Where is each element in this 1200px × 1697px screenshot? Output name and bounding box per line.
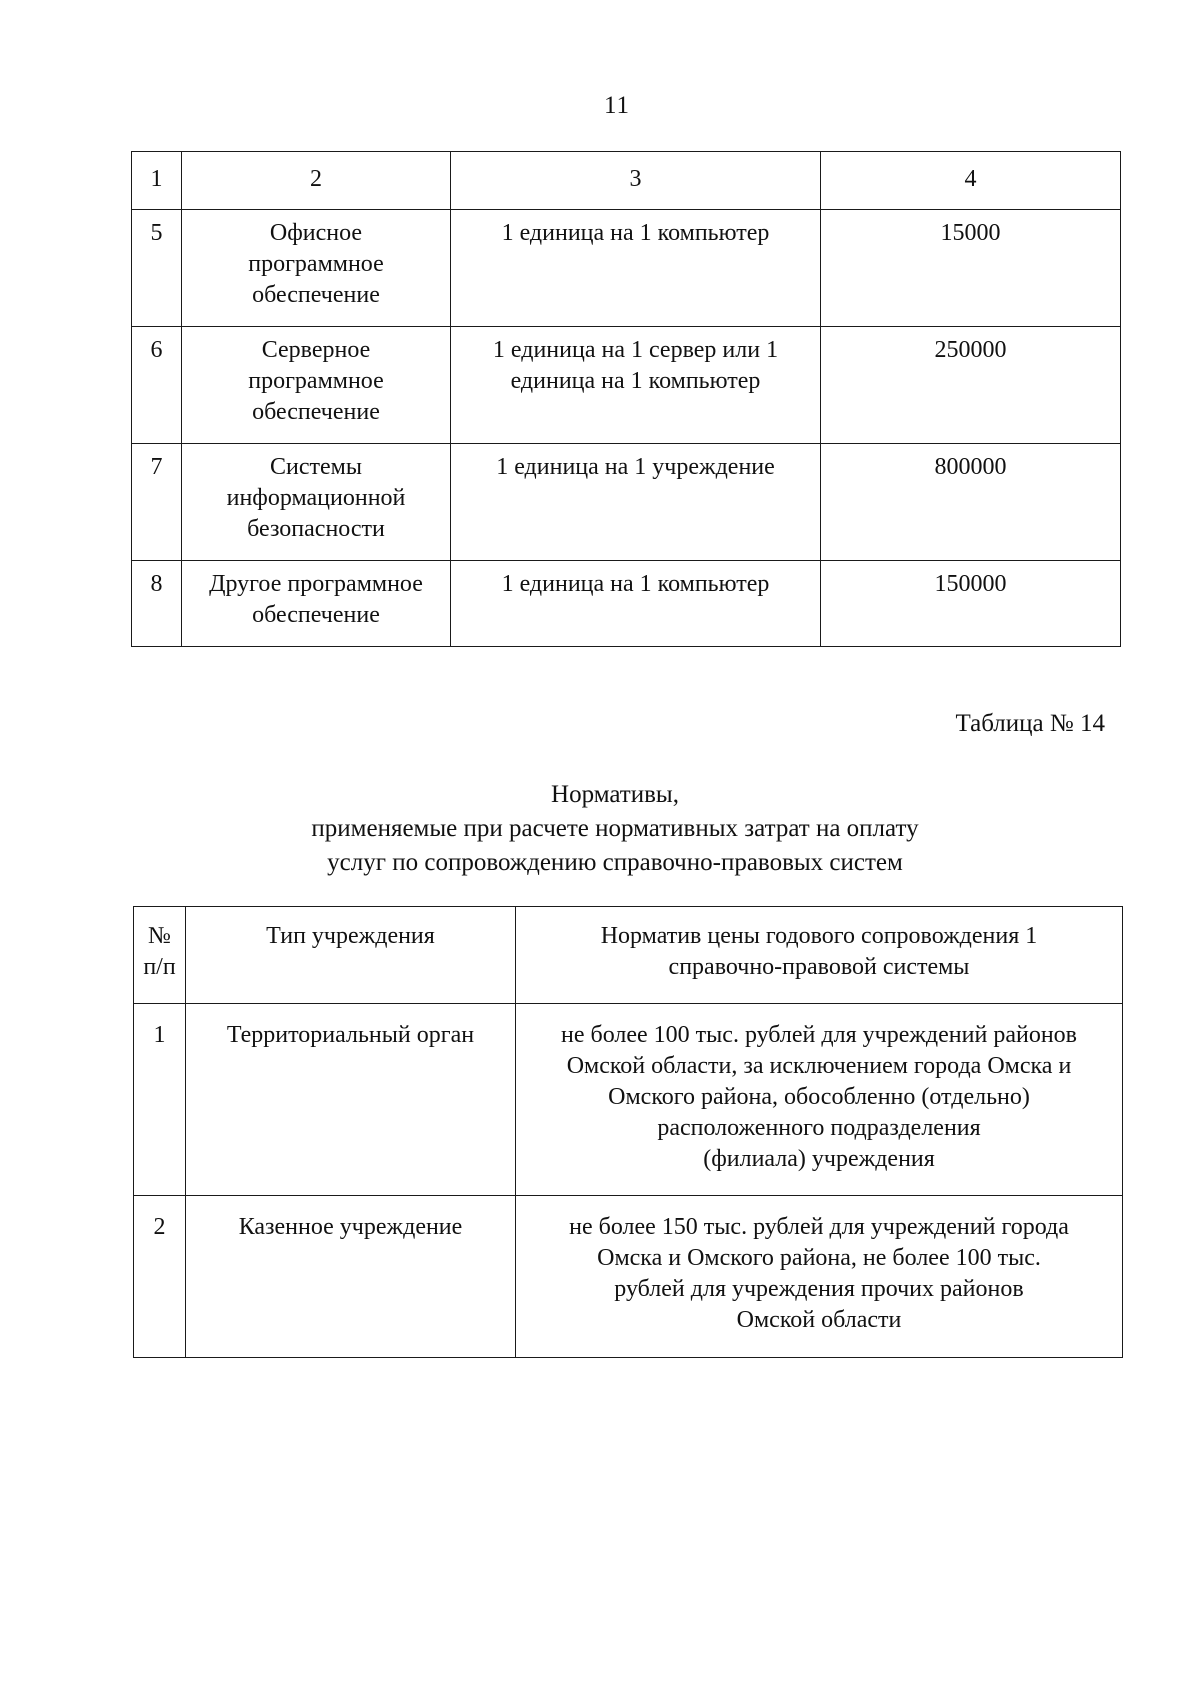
quantity-norm xyxy=(451,444,821,561)
institution-type: Казенное учреждение xyxy=(186,1196,516,1358)
institution-type: Территориальный орган xyxy=(186,1004,516,1196)
table-row xyxy=(132,561,1121,647)
legal-systems-norms-table xyxy=(133,906,1123,1358)
quantity-norm-line: 1 единица на 1 компьютер xyxy=(501,571,770,597)
quantity-norm xyxy=(451,327,821,444)
row-number: 1 xyxy=(134,1004,186,1196)
software-type-line: Серверное xyxy=(261,337,371,363)
software-type xyxy=(182,210,451,327)
table-row xyxy=(132,210,1121,327)
price-norm-line: Омской области xyxy=(736,1307,902,1333)
software-type xyxy=(182,561,451,647)
price-norm-line: Омского района, обособленно (отдельно) xyxy=(608,1084,1030,1110)
price-value: 15000 xyxy=(821,210,1121,327)
table-row xyxy=(132,444,1121,561)
software-type-line: Офисное xyxy=(269,220,363,246)
price-norm-line: (филиала) учреждения xyxy=(703,1146,935,1172)
row-number: 6 xyxy=(132,327,182,444)
price-value: 250000 xyxy=(821,327,1121,444)
quantity-norm-line: 1 единица на 1 сервер или 1 xyxy=(492,337,779,363)
quantity-norm-line: 1 единица на 1 учреждение xyxy=(496,454,775,480)
software-type-line: безопасности xyxy=(247,516,385,542)
software-type xyxy=(182,327,451,444)
table-row xyxy=(132,327,1121,444)
column-number-2: 2 xyxy=(182,152,451,210)
column-number-1: 1 xyxy=(132,152,182,210)
quantity-norm xyxy=(451,210,821,327)
software-type-line: информационной xyxy=(226,485,406,511)
header-institution-type: Тип учреждения xyxy=(186,907,516,1004)
table-caption xyxy=(0,778,1200,880)
header-price-norm-line: Норматив цены годового сопровождения 1 xyxy=(600,923,1038,949)
quantity-norm-line: единица на 1 компьютер xyxy=(510,368,761,394)
price-norm-line: рублей для учреждения прочих районов xyxy=(614,1276,1024,1302)
price-norm-line: Омска и Омского района, не более 100 тыс. xyxy=(597,1245,1041,1271)
header-number-line: п/п xyxy=(143,954,176,980)
header-number-line: № xyxy=(148,923,171,949)
row-number: 7 xyxy=(132,444,182,561)
price-norm xyxy=(516,1004,1123,1196)
price-value: 800000 xyxy=(821,444,1121,561)
software-type xyxy=(182,444,451,561)
price-norm-line: Омской области, за исключением города Омска и xyxy=(566,1053,1072,1079)
quantity-norm-line: 1 единица на 1 компьютер xyxy=(501,220,770,246)
price-norm-line: не более 100 тыс. рублей для учреждений районов xyxy=(561,1022,1077,1048)
header-price-norm-line: справочно-правовой системы xyxy=(668,954,970,980)
software-type-line: программное xyxy=(248,368,384,394)
software-type-line: обеспечение xyxy=(252,399,380,425)
column-number-3: 3 xyxy=(451,152,821,210)
row-number: 8 xyxy=(132,561,182,647)
price-value: 150000 xyxy=(821,561,1121,647)
table-row xyxy=(134,1196,1123,1358)
quantity-norm xyxy=(451,561,821,647)
table-header-row xyxy=(132,152,1121,210)
table-header-row xyxy=(134,907,1123,1004)
software-type-line: Системы xyxy=(270,454,362,480)
column-number-4: 4 xyxy=(821,152,1121,210)
price-norm xyxy=(516,1196,1123,1358)
header-number xyxy=(134,907,186,1004)
header-price-norm xyxy=(516,907,1123,1004)
software-norms-table-continuation xyxy=(131,151,1121,647)
row-number: 2 xyxy=(134,1196,186,1358)
caption-line: Нормативы, xyxy=(551,781,679,808)
software-type-line: обеспечение xyxy=(252,602,380,628)
price-norm-line: не более 150 тыс. рублей для учреждений города xyxy=(569,1214,1069,1240)
row-number: 5 xyxy=(132,210,182,327)
table-row xyxy=(134,1004,1123,1196)
software-type-line: Другое программное xyxy=(209,571,423,597)
table-label: Таблица № 14 xyxy=(955,710,1105,737)
page-number: 11 xyxy=(603,92,631,119)
price-norm-line: расположенного подразделения xyxy=(657,1115,981,1141)
software-type-line: обеспечение xyxy=(252,282,380,308)
caption-line: услуг по сопровождению справочно-правовых систем xyxy=(327,849,903,876)
caption-line: применяемые при расчете нормативных затрат на оплату xyxy=(311,815,919,842)
software-type-line: программное xyxy=(248,251,384,277)
